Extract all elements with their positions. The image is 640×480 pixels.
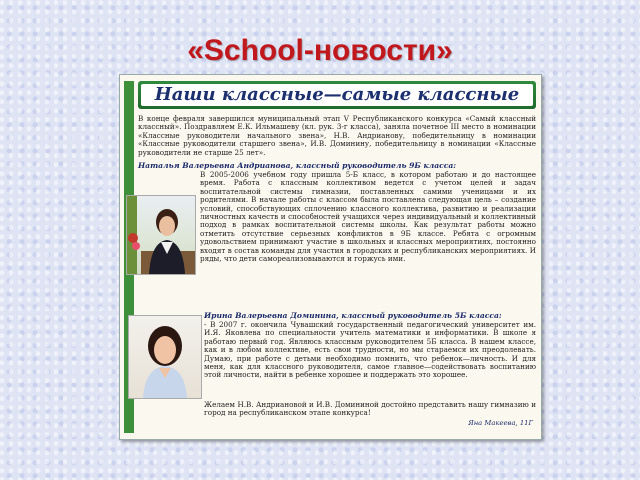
teacher2-text: - В 2007 г. окончила Чувашский государственный педагогический университет им. И.Я. Яковлева по специальности учитель математики и информатики. В школе я работаю первый год. Являюсь классным руководителем 5Б класса. В нашем классе, как и в любом коллективе, есть свои трудности, но мы стараемся их преодолевать. Думаю, при работе с детьми необходимо помнить, что ребенок—личность. И для меня, как для классного руководителя, самое главное—содействовать воспитанию этой личности, найти в ребенке хорошее и поддержать это хорошее. (204, 320, 536, 380)
author-signature: Яна Макеева, 11Г (468, 419, 533, 427)
teacher1-text: В 2005-2006 учебном году пришла 5-Б класс, в котором работаю и до настоящее время. Работа с классным коллективом ведется с учетом целей и задач воспитательной системы гимназии, поставленных самими ученицами и их родителями. В начале работы с классом была поставлена следующая цель – создание условий, способствующих сплочению классного коллектива, развитию и реализации личностных качеств и способностей учащихся через индивидуальный и коллективный подход в рамках воспитательной системы школы. Как результат работы можно отметить отсутствие серьезных конфликтов в 9Б классе. Ребята с огромным удовольствием принимают участие в школьных и классных мероприятиях, постоянно входят в состав команды для участия в городских и республиканских мероприятиях. И ряды, что дети самореализовываются и горжусь ими. (200, 170, 536, 264)
slide-title: «School-новости» (187, 34, 453, 67)
intro-paragraph: В конце февраля завершился муниципальный этап V Республиканского конкурса «Самый классный классный». Поздравляем Е.К. Ильмашеву (кл. рук. 3-г класса), заняла почетное III место в номинации «Классные руководители начального звена», Н.В. Андрианову, победительницу в номинации «Классные руководители старшего звена», И.В. Доминину, победительницу в номинации «Классные руководители не старше 25 лет». (138, 114, 536, 157)
clipping-banner (138, 81, 536, 109)
teacher2-photo (128, 315, 202, 399)
teacher1-photo (126, 195, 196, 275)
banner-title: Наши классные—самые классные (141, 84, 533, 106)
newspaper-clipping (119, 74, 542, 440)
closing-paragraph: Желаем Н.В. Андриановой и И.В. Домининой достойно представить нашу гимназию и город на республиканском этапе конкурса! (204, 400, 536, 418)
teacher2-heading: Ирина Валерьевна Доминина, классный руководитель 5Б класса: (204, 311, 502, 320)
teacher1-heading: Наталья Валерьевна Андрианова, классный руководитель 9Б класса: (138, 161, 457, 170)
